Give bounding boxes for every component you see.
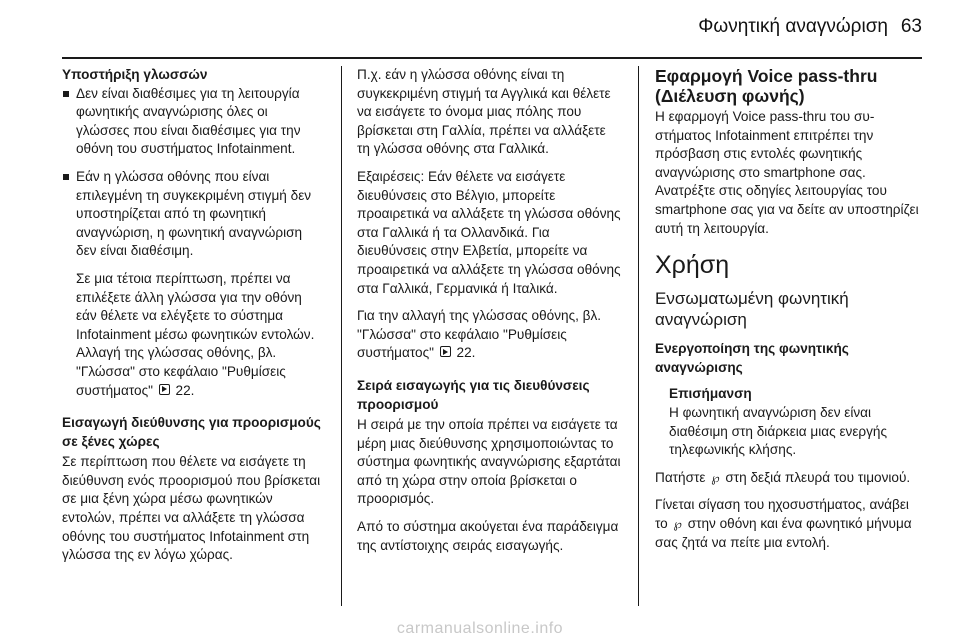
heading-foreign-address: Εισαγωγή διεύθυνσης για προορισμούς σε ξένες χώρες — [62, 415, 321, 449]
voice-recognition-icon: ℘ — [711, 470, 720, 485]
paragraph: Εξαιρέσεις: Εάν θέλετε να εισάγετε διευθύνσεις στο Βέλγιο, μπορείτε προαιρετικά να αλλάξετε τη γλώσσα οθόνης στα Γαλλικά ή τα Ολλανδικά. Για διευθύνσεις στην Ελβετία, μπορείτε να προαιρετικά να αλλάξετε τη γλώσσα οθόνης στα Γαλλικά, Γερμανικά ή Ιταλικά. — [357, 168, 621, 296]
watermark: carmanualsonline.info — [396, 620, 564, 637]
paragraph: Σε περίπτωση που θέλετε να εισάγετε τη διεύθυνση ενός προορισμού που βρίσκεται σε μια ξένη χώρα μέσω φωνητικών εντολών, πρέπει να αλλάξετε τη γλώσσα οθόνης του συστήματος Infotainment στη γλώσσα της εν λόγω χώρας. — [62, 454, 321, 563]
paragraph: Γίνεται σίγαση του ηχοσυστήματος, ανάβει το ℘ στην οθόνη και ένα φωνητικό μήνυμα σας ζητά να πείτε μια εντολή. — [655, 497, 912, 550]
paragraph: Σε μια τέτοια περίπτωση, πρέπει να επιλέξετε άλλη γλώσσα για την οθόνη εάν θέλετε να ελέγξετε το σύστημα Infotainment μέσω φωνητικών εντολών. Αλλαγή της γλώσσας οθόνης, βλ. "Γλώσσα" στο κεφάλαιο "Ρυθμίσεις συστήματος" 22. — [76, 270, 315, 398]
paragraph: Πατήστε ℘ στη δεξιά πλευρά του τιμονιού. — [655, 469, 923, 488]
paragraph: Π.χ. εάν η γλώσσα οθόνης είναι τη συγκεκριμένη στιγμή τα Αγγλικά και θέλετε να εισάγετε το όνομα μιας πόλης που βρίσκεται στη Γαλλία, πρέπει να αλλάξετε τη γλώσσα οθόνης στα Γαλλικά. — [357, 67, 611, 157]
bullet-square-icon — [63, 91, 69, 97]
heading-language-support: Υποστήριξη γλωσσών — [62, 67, 208, 82]
page-reference[interactable]: 22. — [175, 382, 195, 398]
page-reference-icon — [440, 346, 451, 357]
page-reference[interactable]: 22. — [456, 345, 476, 361]
running-title: Φωνητική αναγνώριση — [698, 16, 888, 37]
voice-recognition-icon: ℘ — [673, 516, 682, 531]
column-1 — [62, 66, 324, 574]
note-text: Η φωνητική αναγνώριση δεν είναι διαθέσιμη στη διάρκεια μιας ενεργής τηλεφωνικής κλήσης. — [669, 404, 888, 458]
heading-input-order: Σειρά εισαγωγής για τις διευθύνσεις προορισμού — [357, 377, 590, 412]
note-title: Επισήμανση — [669, 386, 752, 402]
column-divider-2 — [638, 66, 639, 606]
paragraph: Για την αλλαγή της γλώσσας οθόνης, βλ. "Γλώσσα" στο κεφάλαιο "Ρυθμίσεις συστήματος" 22. — [357, 308, 602, 361]
page-number: 63 — [900, 16, 922, 37]
column-divider-1 — [341, 66, 342, 606]
note-box — [655, 385, 923, 459]
bullet-item: Εάν η γλώσσα οθόνης που είναι επιλεγμένη τη συγκεκριμένη στιγμή δεν υποστηρίζεται από τη φωνητική αναγνώριση, η φωνητική αναγνώριση δεν είναι διαθέσιμη. — [62, 168, 324, 261]
column-3 — [655, 66, 923, 561]
page-reference-icon — [159, 384, 170, 395]
heading-usage: Χρήση — [655, 251, 730, 280]
heading-voice-pass-thru: Εφαρμογή Voice pass-thru (Διέλευση φωνής) — [655, 66, 878, 106]
paragraph: Η σειρά με την οποία πρέπει να εισάγετε τα μέρη μιας διεύθυνσης χρησιμοποιώντας το σύστημα φωνητικής αναγνώρισης εξαρτάται από τη χώρα στην οποία βρίσκεται ο προορισμός. — [357, 417, 621, 507]
heading-activate-voice-recognition: Ενεργοποίηση της φωνητικής αναγνώρισης — [655, 341, 849, 375]
heading-integrated-voice-recognition: Ενσωματωμένη φωνητική αναγνώριση — [655, 289, 849, 330]
bullet-square-icon — [63, 174, 69, 180]
column-2 — [357, 66, 621, 564]
paragraph: Από το σύστημα ακούγεται ένα παράδειγμα της αντίστοιχης σειράς εισαγωγής. — [357, 519, 619, 553]
bullet-item: Δεν είναι διαθέσιμες για τη λειτουργία φωνητικής αναγνώρισης όλες οι γλώσσες που είναι διαθέσιμες για την οθόνη του συστήματος Infotainment. — [62, 85, 324, 159]
paragraph: Η εφαρμογή Voice pass-thru του συστήματος Infotainment επιτρέπει την πρόσβαση στις εντολές φωνητικής αναγνώρισης στο smartphone σας. Ανατρέξτε στις οδηγίες λειτουργίας του smartphone σας για να δείτε αν υποστηρίζει αυτή τη λειτουργία. — [655, 109, 919, 236]
page-header — [0, 0, 960, 56]
header-rule — [62, 57, 922, 59]
